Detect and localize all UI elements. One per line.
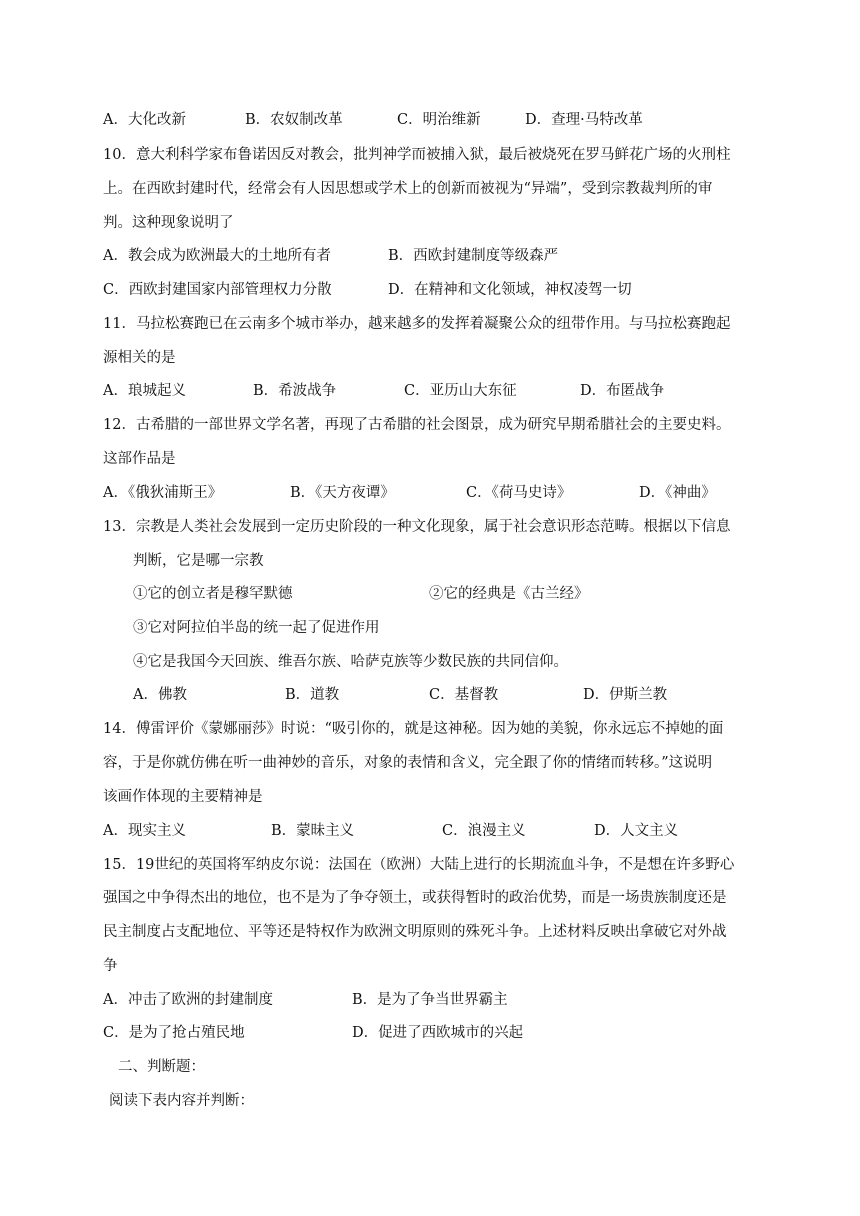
section-heading: 二、判断题： (118, 1059, 205, 1075)
q12-stem-line: 12．古希腊的一部世界文学名著，再现了古希腊的社会图景，成为研究早期希腊社会的主要史料。 (103, 417, 731, 433)
q13-clue-3: ③它对阿拉伯半岛的统一起了促进作用 (133, 620, 380, 636)
q11-stem-line: 11．马拉松赛跑已在云南多个城市举办，越来越多的发挥着凝聚公众的纽带作用。与马拉松赛跑起 (103, 316, 731, 332)
q15-option-d: D．促进了西欧城市的兴起 (352, 1025, 524, 1041)
q13-clue-2: ②它的经典是《古兰经》 (429, 586, 589, 602)
q15-option-a: A．冲击了欧洲的封建制度 (103, 992, 273, 1008)
q9-option-c: C．明治维新 (397, 112, 481, 128)
q10-option-c: C．西欧封建国家内部管理权力分散 (103, 282, 332, 298)
q9-option-b: B．农奴制改革 (245, 112, 343, 128)
q13-option-d: D．伊斯兰教 (583, 687, 668, 703)
q12-option-a: A．《俄狄浦斯王》 (103, 485, 223, 501)
q13-option-a: A．佛教 (133, 687, 187, 703)
q10-option-b: B．西欧封建制度等级森严 (388, 248, 559, 264)
q14-option-d: D．人文主义 (594, 823, 679, 839)
q13-clue-4: ④它是我国今天回族、维吾尔族、哈萨克族等少数民族的共同信仰。 (133, 654, 568, 670)
section-instruction: 阅读下表内容并判断： (109, 1093, 254, 1109)
q9-option-d: D．查理·马特改革 (525, 112, 643, 128)
q10-stem-line: 上。在西欧封建时代，经常会有人因思想或学术上的创新而被视为“异端”，受到宗教裁判所的审 (103, 181, 713, 197)
q11-option-a: A．琅城起义 (103, 383, 186, 399)
q15-stem-line: 民主制度占支配地位、平等还是特权作为欧洲文明原则的殊死斗争。上述材料反映出拿破它对外战 (103, 924, 727, 940)
q13-stem-line: 13．宗教是人类社会发展到一定历史阶段的一种文化现象，属于社会意识形态范畴。根据以下信息 (103, 519, 731, 535)
q12-option-c: C．《荷马史诗》 (466, 485, 572, 501)
q13-stem-line: 判断，它是哪一宗教 (133, 553, 264, 569)
q10-option-a: A．教会成为欧洲最大的土地所有者 (103, 248, 331, 264)
q14-stem-line: 该画作体现的主要精神是 (103, 789, 263, 805)
q15-option-b: B．是为了争当世界霸主 (352, 992, 508, 1008)
q13-option-b: B．道教 (285, 687, 340, 703)
q9-option-a: A．大化改新 (103, 112, 186, 128)
q15-stem-line: 强国之中争得杰出的地位，也不是为了争夺领土，或获得暂时的政治优势，而是一场贵族制度还是 (103, 890, 727, 906)
q12-option-b: B．《天方夜谭》 (290, 485, 395, 501)
q14-option-a: A．现实主义 (103, 823, 186, 839)
q11-stem-line: 源相关的是 (103, 350, 176, 366)
q11-option-d: D．布匿战争 (580, 383, 665, 399)
q11-option-b: B．希波战争 (253, 383, 337, 399)
q14-option-b: B．蒙昧主义 (271, 823, 355, 839)
q14-stem-line: 14．傅雷评价《蒙娜丽莎》时说：“吸引你的，就是这神秘。因为她的美貌，你永远忘不掉她的面 (103, 721, 724, 737)
q14-stem-line: 容，于是你就仿佛在听一曲神妙的音乐，对象的表情和含义，完全跟了你的情绪而转移。”这说明 (103, 755, 713, 771)
q10-option-d: D．在精神和文化领域，神权凌驾一切 (388, 282, 632, 298)
q15-stem-line: 争 (103, 958, 118, 974)
q13-option-c: C．基督教 (429, 687, 499, 703)
q10-stem-line: 判。这种现象说明了 (103, 215, 234, 231)
q15-stem-line: 15．19世纪的英国将军纳皮尔说：法国在（欧洲）大陆上进行的长期流血斗争，不是想在许多野心 (103, 857, 735, 873)
q10-stem-line: 10．意大利科学家布鲁诺因反对教会，批判神学而被捕入狱，最后被烧死在罗马鲜花广场的火刑柱 (103, 147, 731, 163)
q12-option-d: D．《神曲》 (639, 485, 716, 501)
q12-stem-line: 这部作品是 (103, 451, 176, 467)
q15-option-c: C．是为了抢占殖民地 (103, 1025, 245, 1041)
q11-option-c: C．亚历山大东征 (404, 383, 517, 399)
q13-clue-1: ①它的创立者是穆罕默德 (133, 586, 293, 602)
q14-option-c: C．浪漫主义 (442, 823, 526, 839)
